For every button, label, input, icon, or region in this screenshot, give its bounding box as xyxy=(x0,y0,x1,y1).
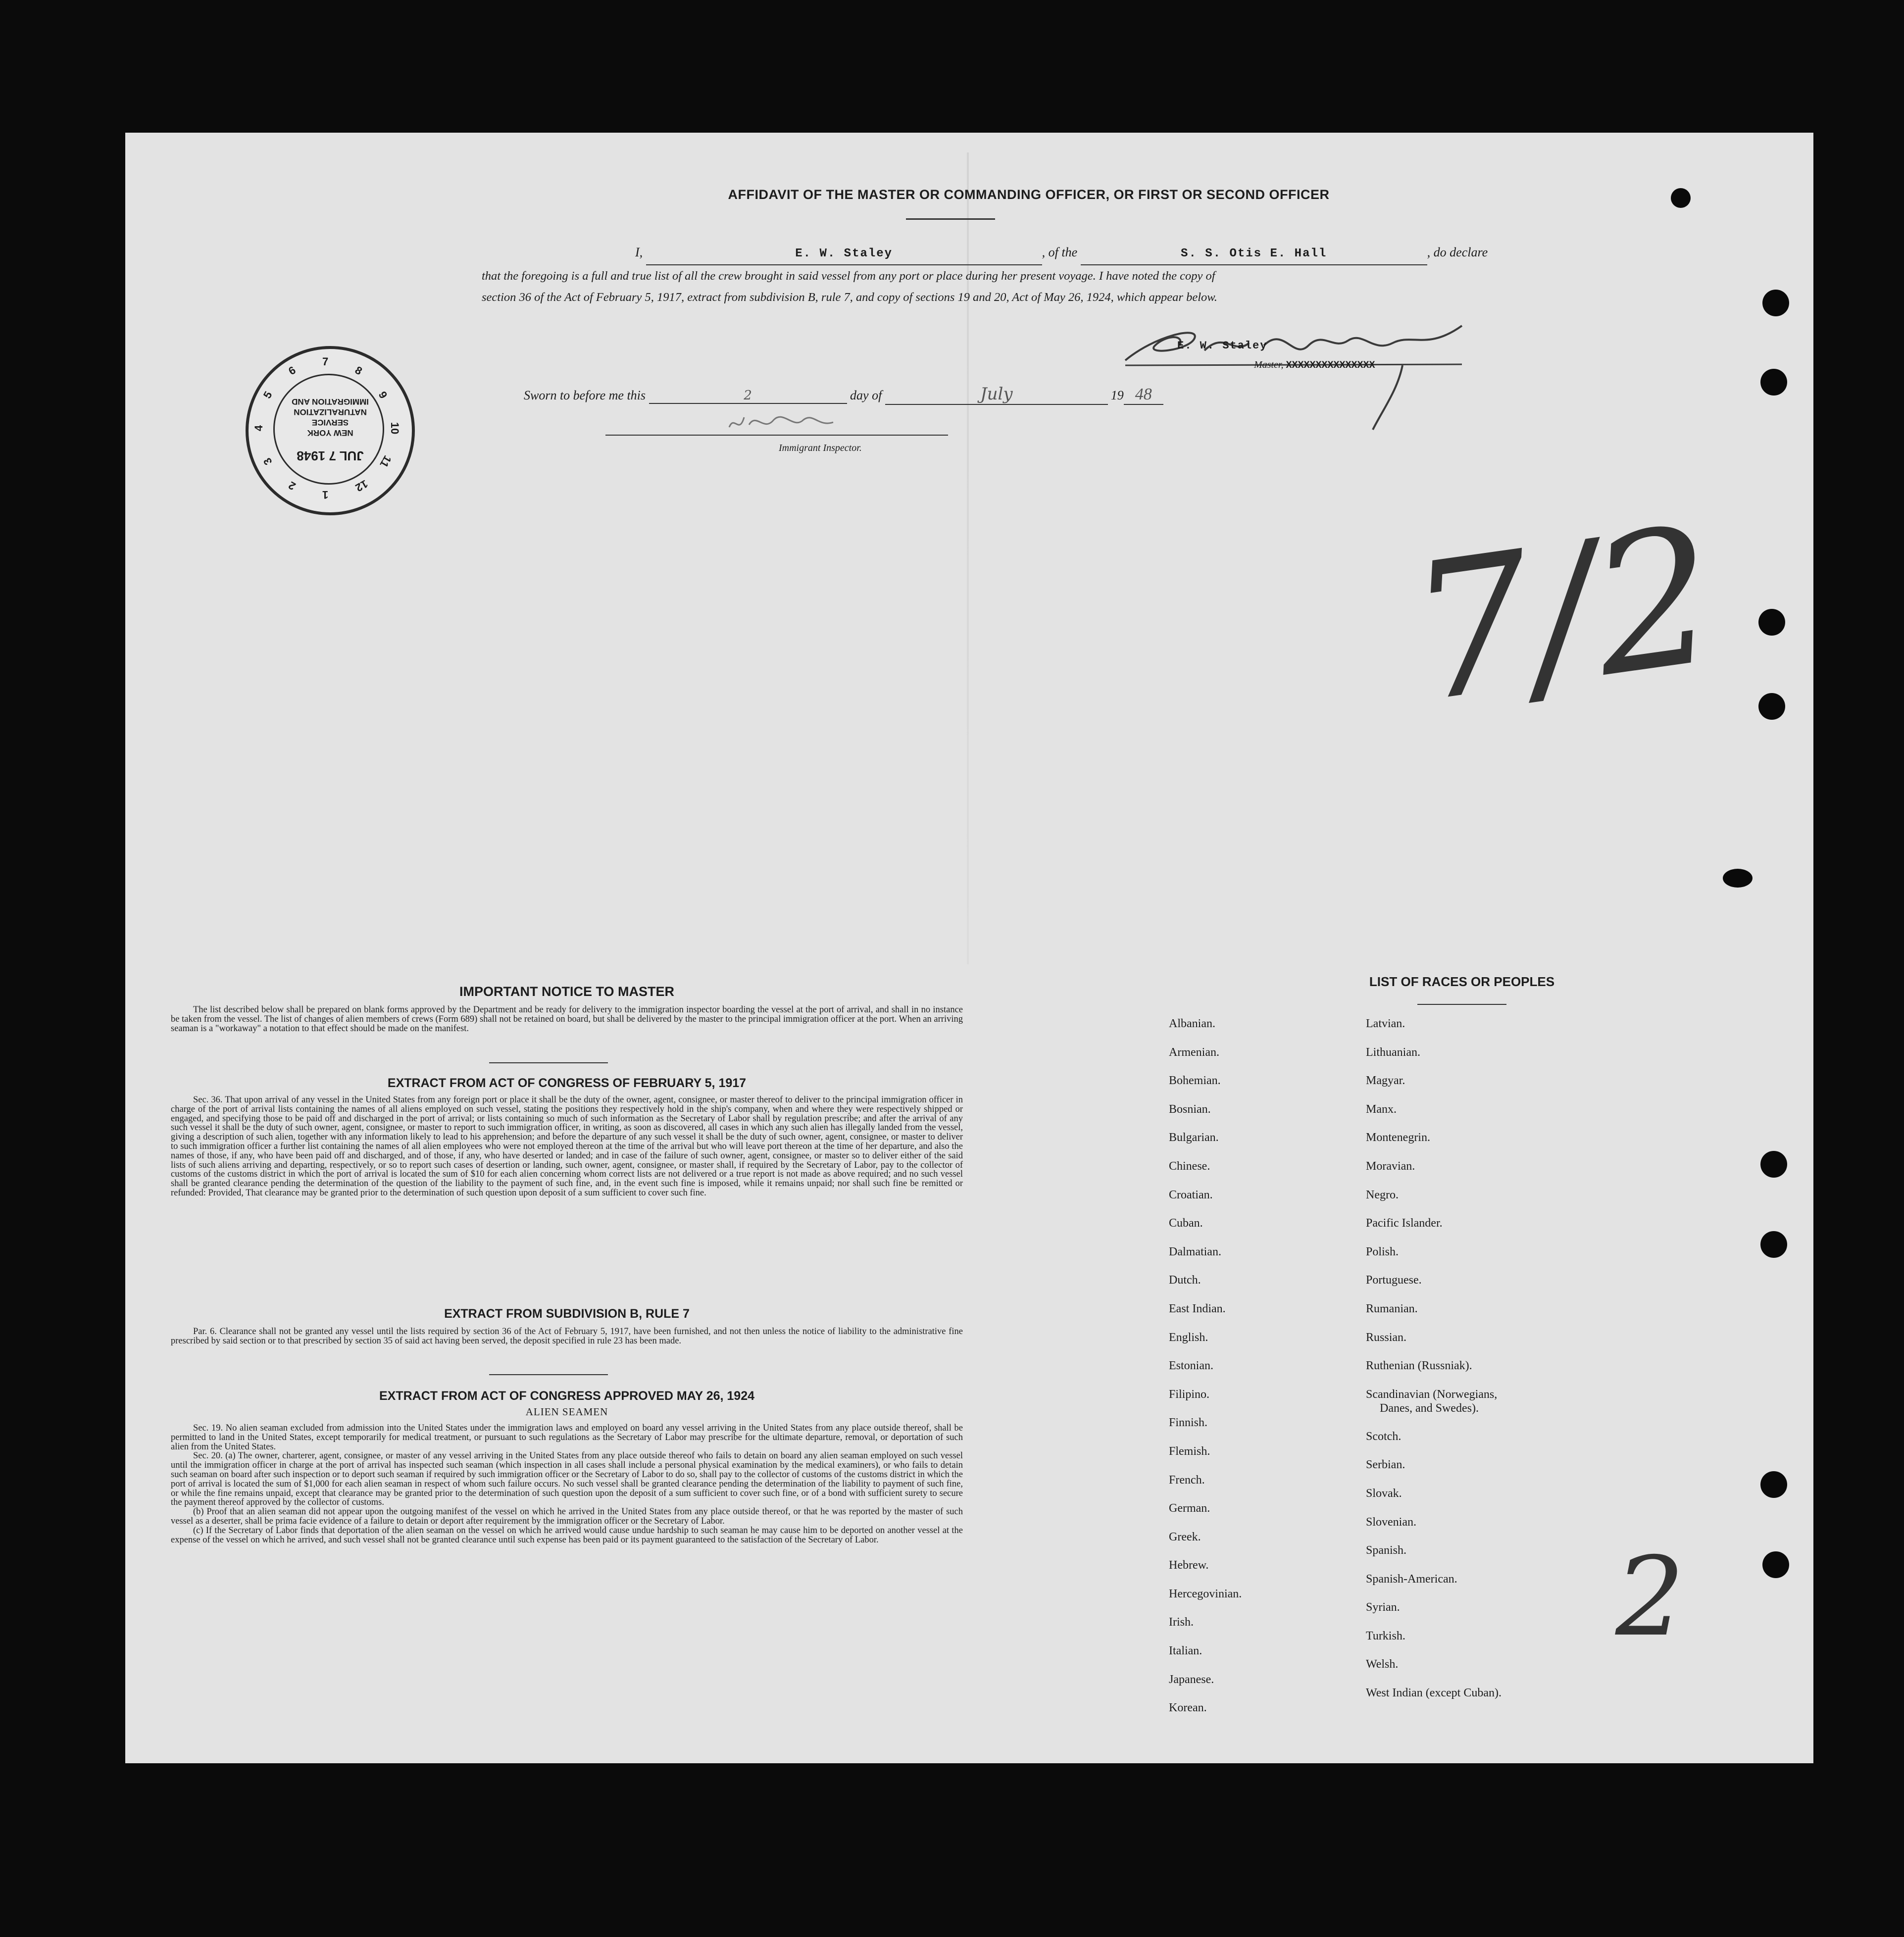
races-column-1 xyxy=(1169,1010,1242,1723)
stamp-clock-number: 5 xyxy=(260,389,275,401)
race-item: Slovak. xyxy=(1366,1487,1402,1500)
race-item: Scandinavian (Norwegians, xyxy=(1366,1388,1498,1401)
race-item: Russian. xyxy=(1366,1331,1407,1344)
race-item: English. xyxy=(1169,1331,1208,1344)
sworn-label: Sworn to before me this xyxy=(524,388,646,402)
race-item: Lithuanian. xyxy=(1366,1045,1420,1059)
sworn-year-field: 48 xyxy=(1124,385,1163,405)
race-item: Negro. xyxy=(1366,1188,1399,1201)
race-item: Bohemian. xyxy=(1169,1074,1221,1088)
race-item: Hebrew. xyxy=(1169,1559,1209,1572)
extract-1924-title: EXTRACT FROM ACT OF CONGRESS APPROVED MAY 26, 1924 xyxy=(379,1389,755,1403)
stamp-clock-number: 2 xyxy=(286,479,298,493)
notice-text xyxy=(171,1005,963,1033)
race-item: Portuguese. xyxy=(1366,1274,1422,1287)
affidavit-title: AFFIDAVIT OF THE MASTER OR COMMANDING OFFICER, OR FIRST OR SECOND OFFICER xyxy=(728,187,1330,202)
race-item: Japanese. xyxy=(1169,1673,1214,1686)
race-item: Filipino. xyxy=(1169,1388,1210,1401)
race-item: Greek. xyxy=(1169,1530,1201,1543)
race-item: Serbian. xyxy=(1366,1458,1405,1472)
divider-2 xyxy=(489,1374,608,1375)
master-label: Master, xyxy=(1254,359,1284,370)
race-item: Estonian. xyxy=(1169,1359,1213,1373)
declaration-line-3: section 36 of the Act of February 5, 1917, extract from subdivision B, rule 7, and copy of sections 19 and 20, Act of May 26, 1924, which appear below. xyxy=(482,291,1217,304)
signature-tail xyxy=(1343,360,1412,435)
stamp-clock-number: 8 xyxy=(352,363,364,378)
i-label: I, xyxy=(635,245,643,259)
race-item: Cuban. xyxy=(1169,1217,1203,1230)
stamp-clock-number: 1 xyxy=(322,489,329,501)
punch-hole xyxy=(1758,693,1785,720)
master-typed-name: E. W. Staley xyxy=(1177,340,1268,352)
race-item: East Indian. xyxy=(1169,1302,1226,1315)
stamp-line-3: SERVICE xyxy=(311,418,349,427)
handwritten-fraction xyxy=(1398,485,1729,806)
race-item: Spanish. xyxy=(1366,1544,1407,1557)
race-item: Chinese. xyxy=(1169,1159,1210,1173)
race-item: Dalmatian. xyxy=(1169,1245,1221,1258)
punch-hole xyxy=(1760,1231,1787,1258)
race-item: West Indian (except Cuban). xyxy=(1366,1687,1502,1700)
race-item: Syrian. xyxy=(1366,1601,1400,1614)
race-item: Rumanian. xyxy=(1366,1302,1418,1315)
master-name-field: E. W. Staley xyxy=(646,243,1042,265)
stamp-clock-number: 4 xyxy=(252,425,265,432)
sec-19-paragraph: Sec. 19. No alien seaman excluded from admission into the United States under the immigration laws and employed on board any vessel arriving in the United States from any place outside thereof, shall be permitted to land in the United States, except temporarily for medical treatment, or pursuant to such regulations as the Secretary of Labor may prescribe for the ultimate departure, removal, or deportation of such alien from the United States. xyxy=(171,1423,963,1452)
races-title: LIST OF RACES OR PEOPLES xyxy=(1369,974,1555,989)
inspector-signature-line xyxy=(605,435,948,436)
race-item: Finnish. xyxy=(1169,1416,1208,1430)
stamp-clock-number: 10 xyxy=(389,422,401,435)
handwritten-page-number xyxy=(1615,1534,1685,1660)
ink-blot xyxy=(1671,188,1691,208)
race-item: Albanian. xyxy=(1169,1017,1215,1030)
extract-rule7-text xyxy=(171,1327,963,1346)
struck-title-text: XXXXXXXXXXXXXXX xyxy=(1286,360,1375,371)
declaration xyxy=(482,242,1551,308)
sworn-day-field: 2 xyxy=(649,388,847,404)
stamp-date: JUL 7 1948 xyxy=(297,448,364,463)
race-item: Latvian. xyxy=(1366,1017,1405,1030)
fraction-text: 7/2 xyxy=(1398,485,1729,745)
notice-paragraph: The list described below shall be prepared on blank forms approved by the Department and be ready for delivery to the immigration inspector boarding the vessel at the port of arrival, and shall in no instance be taken from the vessel. The list of changes of alien members of crews (Form 689) shall not be retained on board, but shall be delivered by the master to the principal immigration officer at the port. When an arriving seaman is a "workaway" a notation to that effect should be made on the manifest. xyxy=(171,1005,963,1034)
race-item: Manx. xyxy=(1366,1102,1397,1116)
race-item: Bulgarian. xyxy=(1169,1131,1219,1144)
race-item: Italian. xyxy=(1169,1644,1203,1658)
race-item: Hercegovinian. xyxy=(1169,1587,1242,1600)
sec-20a-paragraph: Sec. 20. (a) The owner, charterer, agent, consignee, or master of any vessel arriving in the United States from any place outside thereof who fails to detain on board any alien seaman employed on such vessel until the immigration officer in charge at the port of arrival has inspected such seaman (which inspection in all cases shall include a personal physical examination by the medical examiners), or who fails to detain such seaman on board after such inspection or to deport such seaman if required by such immigration officer or the Secretary of Labor to do so, shall pay to the collector of customs of the customs district in which the port of arrival is located the sum of $1,000 for each alien seaman in respect of whom such failure occurs. No such vessel shall be granted clearance pending the determination of the liability to payment of such fine, or while the fine remains unpaid, except that clearance may be granted prior to the determination of such question upon the deposit of a sum sufficient to cover such fine, or of a bond with sufficient surety to secure the payment thereof approved by the collector of customs. xyxy=(171,1451,963,1508)
extract-1917-paragraph: Sec. 36. That upon arrival of any vessel in the United States from any foreign port or place it shall be the duty of the owner, agent, consignee, or master thereof to deliver to the principal immigration officer in charge of the port of arrival lists containing the names of all aliens employed on such vessel, stating the positions they respectively hold in the ship's company, when and where they were respectively shipped or engaged, and specifying those to be paid off and discharged in the port of arrival; or lists containing so much of such information as the Secretary of Labor shall by regulation prescribe; and after the arrival of any such vessel it shall be the duty of such owner, agent, consignee, or master to report to such immigration officer, in writing, as soon as discovered, all cases in which any such alien has illegally landed from the vessel, giving a description of such alien, together with any information likely to lead to his apprehension; and before the departure of any such vessel it shall be the duty of such owner, agent, consignee, or master to deliver to such immigration officer a further list containing the names of all alien employees who were not employed thereon at the time of the arrival but who will leave port thereon at the time of her departure, and also the names of those, if any, who have been paid off and discharged, and of those, if any, who have deserted or landed; and in case of the failure of such owner, agent, consignee, or master so to deliver either of the said lists of such aliens arriving and departing, respectively, or so to report such cases of desertion or landing, such owner, agent, consignee, or master shall, if required by the Secretary of Labor, pay to the collector of customs of the customs district in which the port of arrival is located the sum of $10 for each alien concerning whom correct lists are not delivered or a true report is not made as above required; and no such vessel shall be granted clearance pending the determination of the question of the liability to the payment of such fine, and, in the event such fine is imposed, while it remains unpaid; nor shall such fine be remitted or refunded: Provided, That clearance may be granted prior to the determination of such question upon deposit of a sum sufficient to cover such fine. xyxy=(171,1095,963,1198)
declaration-line-2: that the foregoing is a full and true list of all the crew brought in said vessel from any port or place during her present voyage. I have noted the copy of xyxy=(482,269,1215,283)
race-item: Magyar. xyxy=(1366,1074,1405,1088)
race-item: Turkish. xyxy=(1366,1629,1405,1642)
document-page xyxy=(125,133,1813,1763)
race-item: Dutch. xyxy=(1169,1274,1201,1287)
race-item: Montenegrin. xyxy=(1366,1131,1430,1144)
title-divider xyxy=(906,218,995,220)
stamp-clock-number: 7 xyxy=(322,355,329,368)
divider-1 xyxy=(489,1062,608,1063)
punch-hole xyxy=(1760,1151,1787,1178)
stamp-clock-number: 12 xyxy=(353,477,370,495)
extract-1924-text xyxy=(171,1424,963,1544)
race-item: Spanish-American. xyxy=(1366,1572,1457,1586)
race-item: Bosnian. xyxy=(1169,1102,1211,1116)
race-item: Scotch. xyxy=(1366,1430,1402,1443)
race-item: Flemish. xyxy=(1169,1444,1210,1458)
page-number-text: 2 xyxy=(1615,1534,1685,1660)
races-divider xyxy=(1417,1004,1506,1005)
race-item: Korean. xyxy=(1169,1701,1207,1715)
extract-rule7-paragraph: Par. 6. Clearance shall not be granted any vessel until the lists required by section 36 of the Act of February 5, 1917, have been furnished, and not then unless the notice of liability to the administrative fine prescribed by said section or to that prescribed by section 35 of said act having been served, the deposit specified in rule 23 has been made. xyxy=(171,1327,963,1346)
vessel-name-field: S. S. Otis E. Hall xyxy=(1081,243,1427,265)
race-item: Danes, and Swedes). xyxy=(1380,1401,1479,1415)
race-item: Slovenian. xyxy=(1366,1515,1416,1529)
stamp-clock-number: 6 xyxy=(286,363,298,378)
stamp-line-2: NATURALIZATION xyxy=(294,407,367,417)
race-item: Armenian. xyxy=(1169,1045,1219,1059)
punch-hole xyxy=(1762,1551,1789,1578)
sec-20c-paragraph: (c) If the Secretary of Labor finds that deportation of the alien seaman on the vessel on which he arrived would cause undue hardship to such seaman he may cause him to be deported on another vessel at the expense of the vessel on which he arrived, and such vessel shall not be granted clearance until such expense has been paid or its payment guaranteed to the satisfaction of the Secretary of Labor. xyxy=(171,1525,963,1545)
extract-1917-title: EXTRACT FROM ACT OF CONGRESS OF FEBRUARY 5, 1917 xyxy=(387,1076,747,1090)
extract-1924-subtitle: ALIEN SEAMEN xyxy=(525,1406,608,1418)
punch-hole xyxy=(1723,869,1753,888)
do-declare-label: , do declare xyxy=(1427,245,1488,259)
inspector-label: Immigrant Inspector. xyxy=(779,443,862,453)
declaration-line-1 xyxy=(487,242,1551,265)
punch-hole xyxy=(1760,1471,1787,1498)
race-item: German. xyxy=(1169,1502,1210,1515)
stamp-line-1: IMMIGRATION AND xyxy=(292,397,369,406)
day-of-label: day of xyxy=(850,388,882,402)
race-item: French. xyxy=(1169,1473,1205,1487)
sworn-line xyxy=(524,384,1163,405)
race-item: Croatian. xyxy=(1169,1188,1213,1201)
race-item: Moravian. xyxy=(1366,1159,1415,1173)
stamp-line-4: NEW YORK xyxy=(307,428,353,438)
race-item: Welsh. xyxy=(1366,1658,1399,1671)
notice-title: IMPORTANT NOTICE TO MASTER xyxy=(459,984,674,999)
stamp-clock-number: 9 xyxy=(376,389,390,401)
races-column-2 xyxy=(1366,1010,1502,1708)
of-the-label: , of the xyxy=(1042,245,1078,259)
immigration-stamp xyxy=(246,346,415,515)
extract-rule7-title: EXTRACT FROM SUBDIVISION B, RULE 7 xyxy=(444,1307,690,1321)
stamp-clock-number: 11 xyxy=(377,453,394,470)
punch-hole xyxy=(1762,290,1789,316)
punch-hole xyxy=(1760,369,1787,396)
stamp-clock-number: 3 xyxy=(260,455,275,467)
race-item: Pacific Islander. xyxy=(1366,1217,1443,1230)
race-item: Polish. xyxy=(1366,1245,1399,1258)
race-item: Ruthenian (Russniak). xyxy=(1366,1359,1472,1373)
sec-20b-paragraph: (b) Proof that an alien seaman did not appear upon the outgoing manifest of the vessel on which he arrived in the United States from any place outside thereof, or that he was reported by the master of such vessel as a deserter, shall be prima facie evidence of a failure to detain or deport after requirement by the immigration officer or the Secretary of Labor. xyxy=(171,1507,963,1526)
extract-1917-text xyxy=(171,1095,963,1198)
race-item: Irish. xyxy=(1169,1616,1194,1629)
year-prefix: 19 xyxy=(1110,388,1124,402)
punch-hole xyxy=(1758,609,1785,636)
sworn-month-field: July xyxy=(885,384,1108,405)
